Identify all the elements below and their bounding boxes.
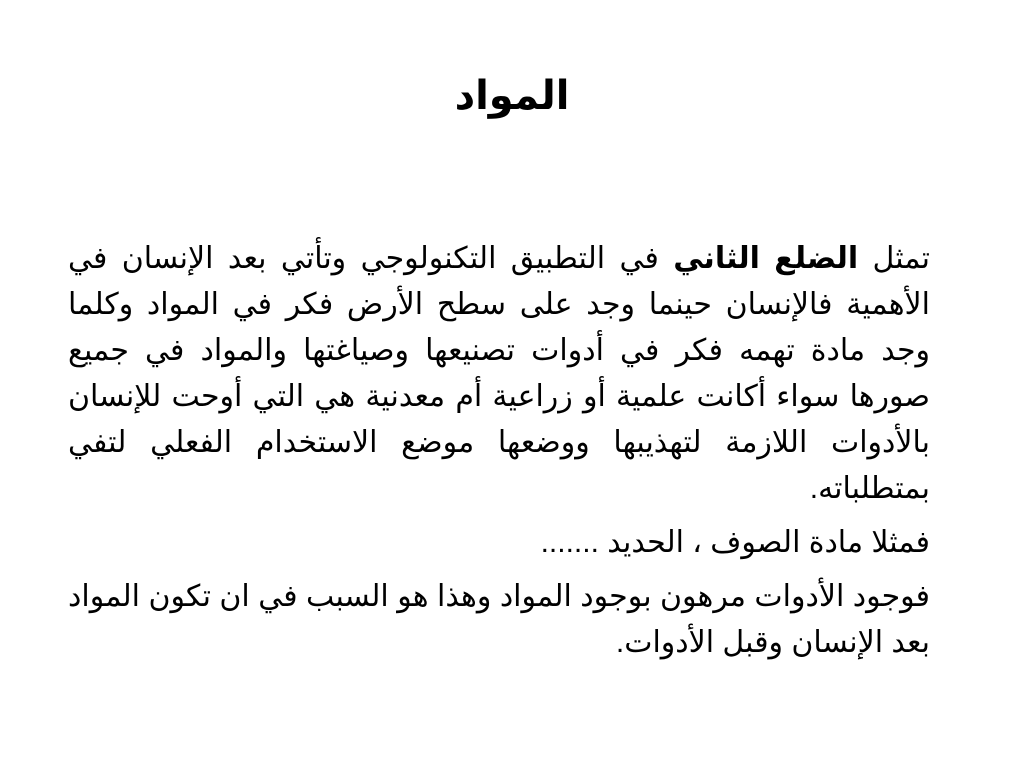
paragraph-conclusion: فوجود الأدوات مرهون بوجود المواد وهذا هو السبب في ان تكون المواد بعد الإنسان وقبل الأدوات. <box>68 580 930 659</box>
paragraph-materials-definition <box>68 236 930 512</box>
bold-term: الضلع الثاني <box>673 242 859 275</box>
paragraph-intro-text: تمثل <box>858 242 930 275</box>
slide-title: المواد <box>454 74 570 118</box>
paragraph-body-text: في التطبيق التكنولوجي وتأتي بعد الإنسان في الأهمية فالإنسان حينما وجد على سطح الأرض فكر في المواد وكلما وجد مادة تهمه فكر في أدوات تصنيعها وصياغتها والمواد في جميع صورها سواء أكانت علمية أو زراعية أم معدنية هي التي أوحت للإنسان بالأدوات اللازمة لتهذيبها ووضعها موضع الاستخدام الفعلي لتفي بمتطلباته. <box>68 242 930 505</box>
paragraph-example: فمثلا مادة الصوف ، الحديد ....... <box>540 526 930 559</box>
slide-body <box>68 236 930 674</box>
